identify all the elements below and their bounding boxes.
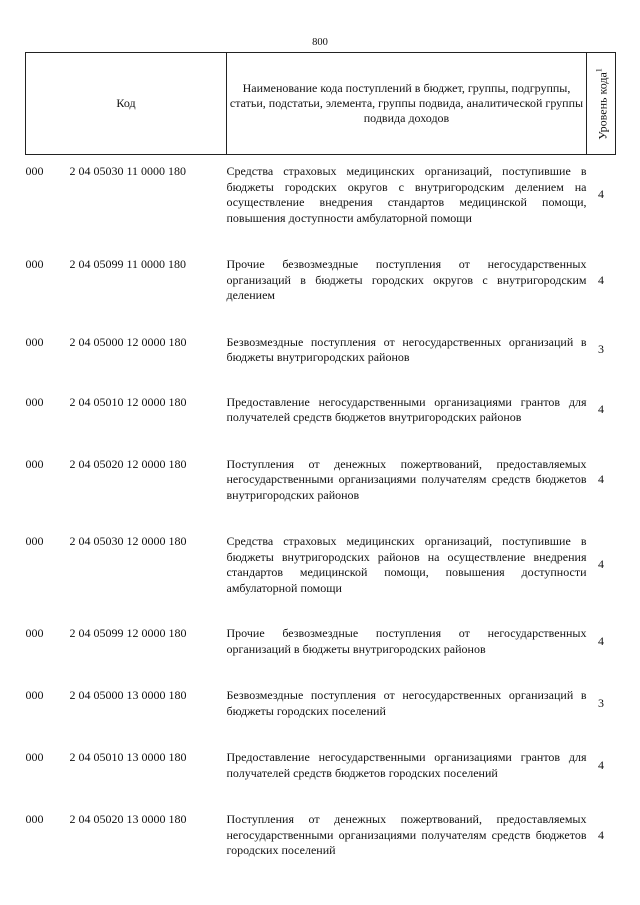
table-row [26,457,616,504]
table-row [26,164,616,226]
code-level: 4 [598,827,604,842]
code-level: 4 [598,187,604,202]
row-spacer-cell [26,304,616,335]
budget-codes-table [25,52,616,859]
row-spacer-cell [26,781,616,812]
table-row [26,335,616,366]
row-spacer-cell [26,719,616,750]
code-level: 3 [598,695,604,710]
header-level [587,53,616,155]
code-level: 4 [598,472,604,486]
admin-code: 000 [25,812,44,826]
admin-code: 000 [25,164,44,178]
code-level: 4 [598,402,604,417]
code-level: 4 [598,272,604,287]
income-name: Средства страховых медицинских организаций, поступившие в бюджеты городских округов с внутригородским делением на осуществление внедрения стандартов медицинской помощи, повышения доступности амбулаторной помощи [226,164,587,225]
row-spacer [26,155,616,165]
header-level-text: Уровень кода [595,71,610,140]
income-name: Предоставление негосударственными организациями грантов для получателей средств бюджетов городских поселений [226,750,587,780]
income-code: 2 04 05000 13 0000 180 [69,688,187,702]
table-row [26,395,616,426]
header-level-label [592,68,611,140]
row-spacer [26,226,616,257]
table-body [26,155,616,859]
code-level: 4 [598,633,604,648]
row-spacer-cell [26,657,616,688]
row-spacer [26,781,616,812]
row-spacer [26,719,616,750]
table-row [26,534,616,596]
income-code: 2 04 05099 11 0000 180 [69,257,187,271]
admin-code: 000 [25,626,44,640]
table-row [26,750,616,781]
header-code: Код [26,53,227,155]
admin-code: 000 [25,750,44,764]
row-spacer [26,596,616,626]
code-level: 3 [598,342,604,357]
table-row [26,812,616,859]
table-header-row [26,53,616,155]
row-spacer-cell [26,366,616,395]
income-code: 2 04 05010 13 0000 180 [69,750,187,764]
income-name: Поступления от денежных пожертвований, предоставляемых негосударственными организациями получателям средств бюджетов внутригородских районов [226,456,587,502]
admin-code: 000 [25,456,44,471]
admin-code: 000 [25,534,44,548]
income-code: 2 04 05030 11 0000 180 [69,164,187,178]
row-spacer-cell [26,503,616,534]
page-number: 800 [312,37,328,48]
row-spacer [26,304,616,335]
income-name: Поступления от денежных пожертвований, предоставляемых негосударственными организациями получателям средств бюджетов городских поселений [226,812,587,857]
income-name: Средства страховых медицинских организаций, поступившие в бюджеты внутригородских районов на осуществление внедрения стандартов медицинской помощи, повышения доступности амбулаторной помощи [226,534,587,595]
admin-code: 000 [25,257,44,271]
income-code: 2 04 05020 13 0000 180 [69,812,187,826]
income-name: Предоставление негосударственными организациями грантов для получателей средств бюджетов внутригородских районов [226,394,587,424]
row-spacer-cell [26,596,616,626]
code-level: 4 [598,557,604,572]
income-code: 2 04 05099 12 0000 180 [69,626,187,640]
table-row [26,626,616,657]
header-name: Наименование кода поступлений в бюджет, группы, подгруппы, статьи, подстатьи, элемента, группы подвида, аналитической группы подвида доходов [227,53,587,155]
income-name: Прочие безвозмездные поступления от негосударственных организаций в бюджеты внутригородских районов [226,626,587,656]
income-code: 2 04 05020 12 0000 180 [69,456,187,471]
row-spacer [26,503,616,534]
row-spacer [26,366,616,395]
header-level-footnote: 1 [594,67,604,72]
row-spacer-cell [26,155,616,165]
admin-code: 000 [25,334,44,349]
income-name: Безвозмездные поступления от негосударственных организаций в бюджеты внутригородских районов [226,334,587,364]
row-spacer-cell [26,226,616,257]
table-row [26,688,616,719]
admin-code: 000 [25,688,44,702]
table-row [26,257,616,304]
admin-code: 000 [25,394,44,409]
income-name: Прочие безвозмездные поступления от негосударственных организаций в бюджеты городских округов с внутригородским делением [226,257,587,302]
row-spacer [26,426,616,457]
income-code: 2 04 05000 12 0000 180 [69,334,187,349]
income-code: 2 04 05030 12 0000 180 [69,534,187,548]
income-name: Безвозмездные поступления от негосударственных организаций в бюджеты городских поселений [226,688,587,718]
income-code: 2 04 05010 12 0000 180 [69,394,187,409]
row-spacer-cell [26,426,616,457]
row-spacer [26,657,616,688]
code-level: 4 [598,757,604,772]
